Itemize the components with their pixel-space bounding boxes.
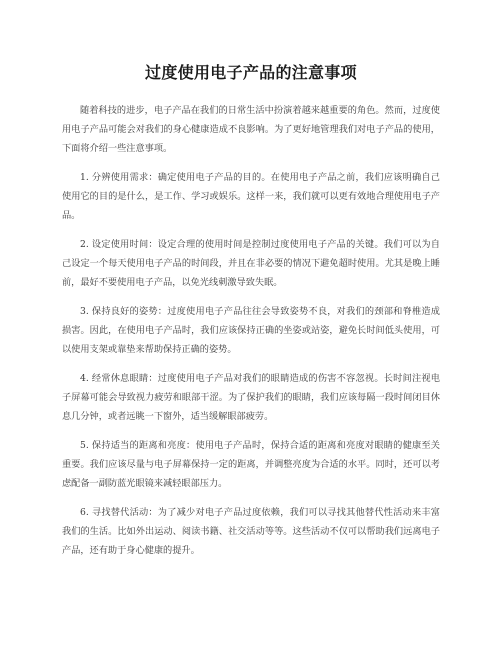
tip-paragraph-1: 1. 分辨使用需求：确定使用电子产品的目的。在使用电子产品之前，我们应该明确自己使用它的目的是什么，是工作、学习或娱乐。这样一来，我们就可以更有效地合理使用电子产品。 bbox=[62, 172, 440, 221]
tip-paragraph-2: 2. 设定使用时间：设定合理的使用时间是控制过度使用电子产品的关键。我们可以为自己设定一个每天使用电子产品的时间段，并且在非必要的情况下避免超时使用。尤其是晚上睡前，最好不要使用电子产品，以免光线刺激导致失眠。 bbox=[62, 239, 440, 288]
document-title: 过度使用电子产品的注意事项 bbox=[145, 63, 357, 82]
tip-paragraph-3: 3. 保持良好的姿势：过度使用电子产品往往会导致姿势不良，对我们的颈部和脊椎造成损害。因此，在使用电子产品时，我们应该保持正确的坐姿或站姿，避免长时间低头使用，可以使用支架或靠垫来帮助保持正确的姿势。 bbox=[62, 306, 440, 355]
tip-paragraph-4: 4. 经常休息眼睛：过度使用电子产品对我们的眼睛造成的伤害不容忽视。长时间注视电子屏幕可能会导致视力疲劳和眼部干涩。为了保护我们的眼睛，我们应该每隔一段时间闭目休息几分钟，或者远眺一下窗外，适当缓解眼部疲劳。 bbox=[62, 373, 440, 422]
tip-paragraph-5: 5. 保持适当的距离和亮度：使用电子产品时，保持合适的距离和亮度对眼睛的健康至关重要。我们应该尽量与电子屏幕保持一定的距离，并调整亮度为合适的水平。同时，还可以考虑配备一副防蓝光眼镜来减轻眼部压力。 bbox=[62, 440, 440, 489]
tip-paragraph-6: 6. 寻找替代活动：为了减少对电子产品过度依赖，我们可以寻找其他替代性活动来丰富我们的生活。比如外出运动、阅读书籍、社交活动等等。这些活动不仅可以帮助我们远离电子产品，还有助于身心健康的提升。 bbox=[62, 507, 440, 556]
intro-paragraph: 随着科技的进步，电子产品在我们的日常生活中扮演着越来越重要的角色。然而，过度使用电子产品可能会对我们的身心健康造成不良影响。为了更好地管理我们对电子产品的使用，下面将介绍一些注意事项。 bbox=[62, 105, 440, 154]
